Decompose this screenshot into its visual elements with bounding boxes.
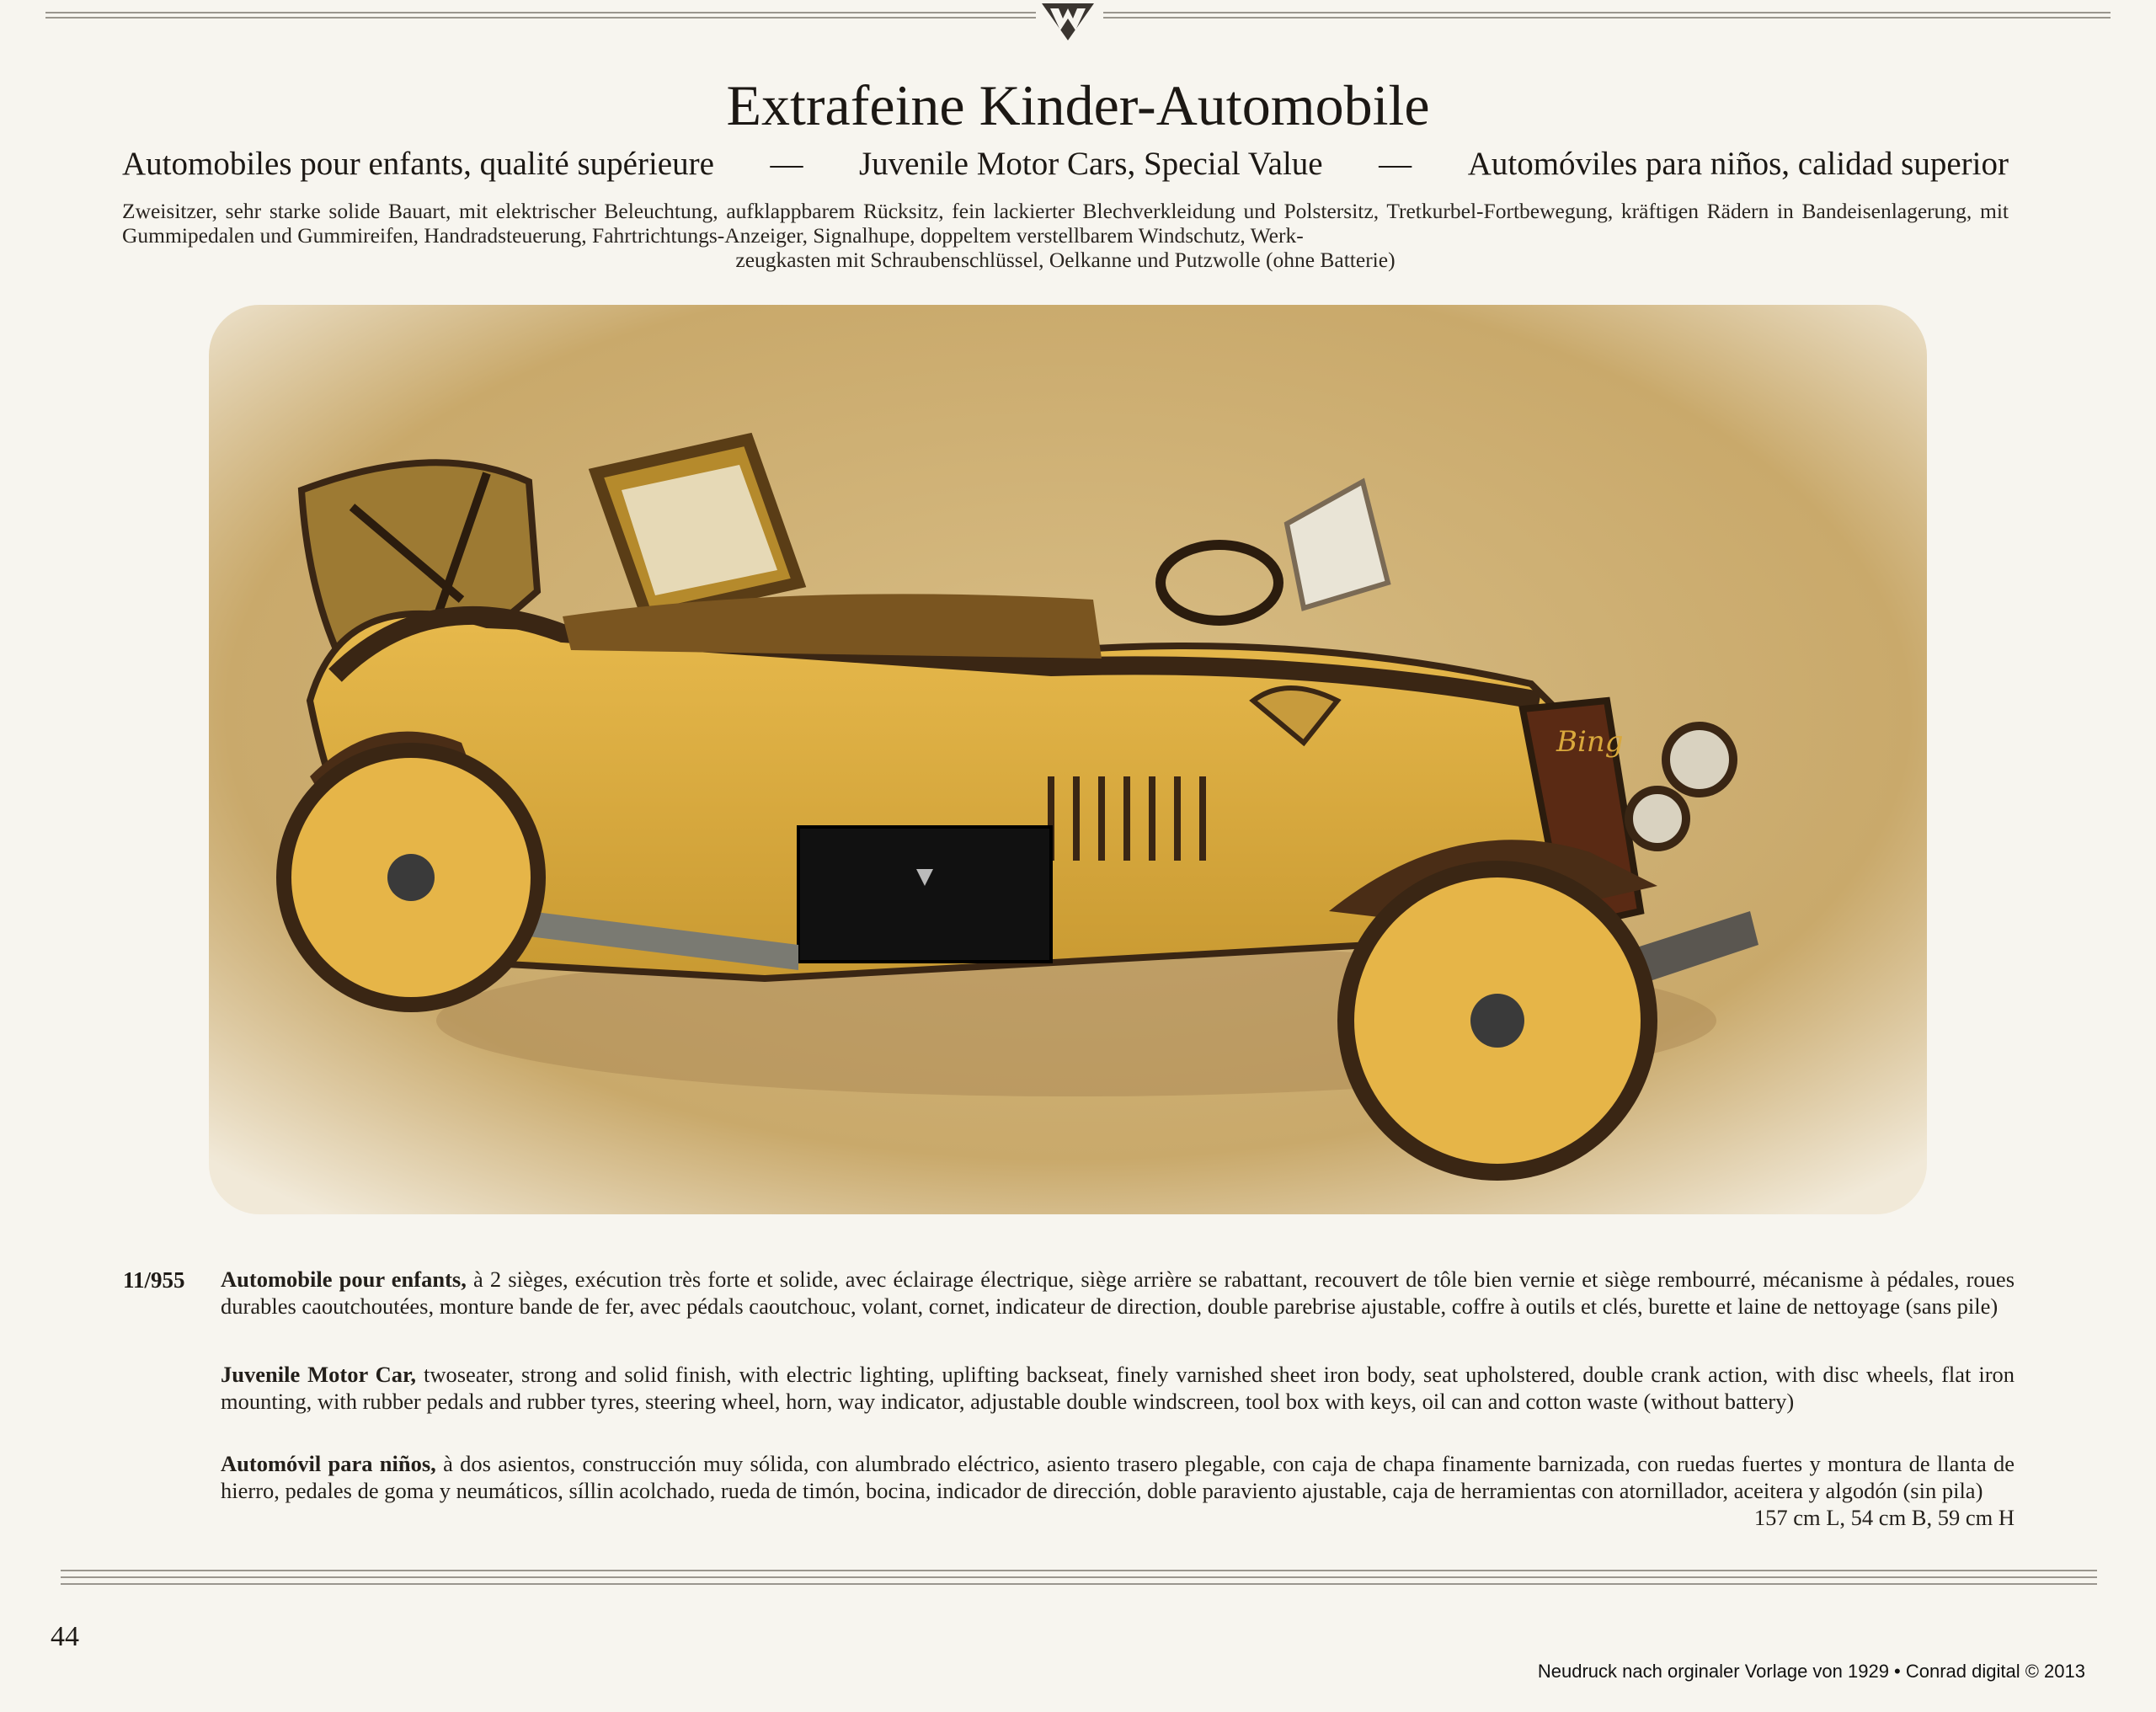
headlight-upper [1666, 726, 1733, 793]
subtitle-dash-2: — [1379, 146, 1412, 182]
subtitle-es: Automóviles para niños, calidad superior [1467, 146, 2009, 182]
top-rule-left-1 [45, 12, 1036, 13]
subtitle-fr: Automobiles pour enfants, qualité supérieure [122, 146, 714, 182]
bottom-rule-1 [61, 1570, 2097, 1571]
bottom-rule-3 [61, 1583, 2097, 1585]
item-text-fr [221, 1266, 2015, 1320]
hood-vents [1051, 776, 1203, 861]
item-fr-lead: Automobile pour enfants, [221, 1267, 467, 1292]
item-fr-text: à 2 sièges, exécution très forte et solide, avec éclairage électrique, siège arrière se rabattant, recouvert de tôle bien vernie et siège rembourré, mécanisme à pédales, roues durables caoutchoutées, monture bande de fer, avec pédals caoutchouc, volant, cornet, indicateur de direction, double parebrise ajustable, coffre à outils et clés, burette et laine de nettoyage (sans pile) [221, 1267, 2015, 1319]
footer-credit: Neudruck nach orginaler Vorlage von 1929 • Conrad digital © 2013 [1537, 1661, 2085, 1682]
top-rule-right-1 [1103, 12, 2111, 13]
description-de-text: Zweisitzer, sehr starke solide Bauart, mit elektrischer Beleuchtung, aufklappbarem Rücksitz, fein lackierter Blechverkleidung und Polstersitz, Tretkurbel-Fortbewegung, kräftigen Rädern in Bandeisenlagerung, mit Gummipedalen und Gummireifen, Handradsteuerung, Fahrtrichtungs-Anzeiger, Signalhupe, doppeltem verstellbarem Windschutz, Werk- [122, 199, 2009, 248]
description-de-last-line: zeugkasten mit Schraubenschlüssel, Oelkanne und Putzwolle (ohne Batterie) [735, 248, 1396, 272]
item-en-lead: Juvenile Motor Car, [221, 1362, 417, 1387]
pedal-car-illustration [209, 305, 1927, 1214]
page-number: 44 [51, 1621, 79, 1652]
item-en-text: twoseater, strong and solid finish, with electric lighting, uplifting backseat, finely varnished sheet iron body, seat upholstered, double crank action, with disc wheels, flat iron mounting, with rubber pedals and rubber tyres, steering wheel, horn, way indicator, adjustable double windscreen, tool box with keys, oil can and cotton waste (without battery) [221, 1362, 2015, 1414]
description-de [122, 199, 2009, 272]
item-number: 11/955 [123, 1267, 185, 1293]
item-dimensions: 157 cm L, 54 cm B, 59 cm H [1753, 1505, 2015, 1530]
grille-brand-text: Bing [1556, 725, 1624, 759]
item-es-text: à dos asientos, construcción muy sólida, con alumbrado eléctrico, asiento trasero plegable, con caja de chapa finamente barnizada, con ruedas fuertes y montura de llanta de hierro, pedales de goma y neumáticos, síllin acolchado, rueda de timón, bocina, indicador de dirección, doble paraviento ajustable, caja de herramientas con atornillador, aceitera y algodón (sin pila) [221, 1451, 2015, 1503]
top-rule-left-2 [45, 17, 1036, 19]
item-text-es [221, 1450, 2015, 1531]
subtitle-row [122, 145, 2009, 183]
rear-wheel [276, 743, 546, 1012]
item-es-lead: Automóvil para niños, [221, 1451, 436, 1476]
top-rule-right-2 [1103, 17, 2111, 19]
page-title: Extrafeine Kinder-Automobile [726, 73, 1430, 137]
front-wheel [1337, 861, 1657, 1181]
subtitle-en: Juvenile Motor Cars, Special Value [859, 146, 1323, 182]
company-logo-icon [1038, 0, 1097, 44]
headlight-lower [1629, 790, 1686, 847]
bottom-rule-2 [61, 1576, 2097, 1578]
tool-box [798, 827, 1051, 962]
subtitle-dash-1: — [770, 146, 803, 182]
item-text-en [221, 1361, 2015, 1415]
